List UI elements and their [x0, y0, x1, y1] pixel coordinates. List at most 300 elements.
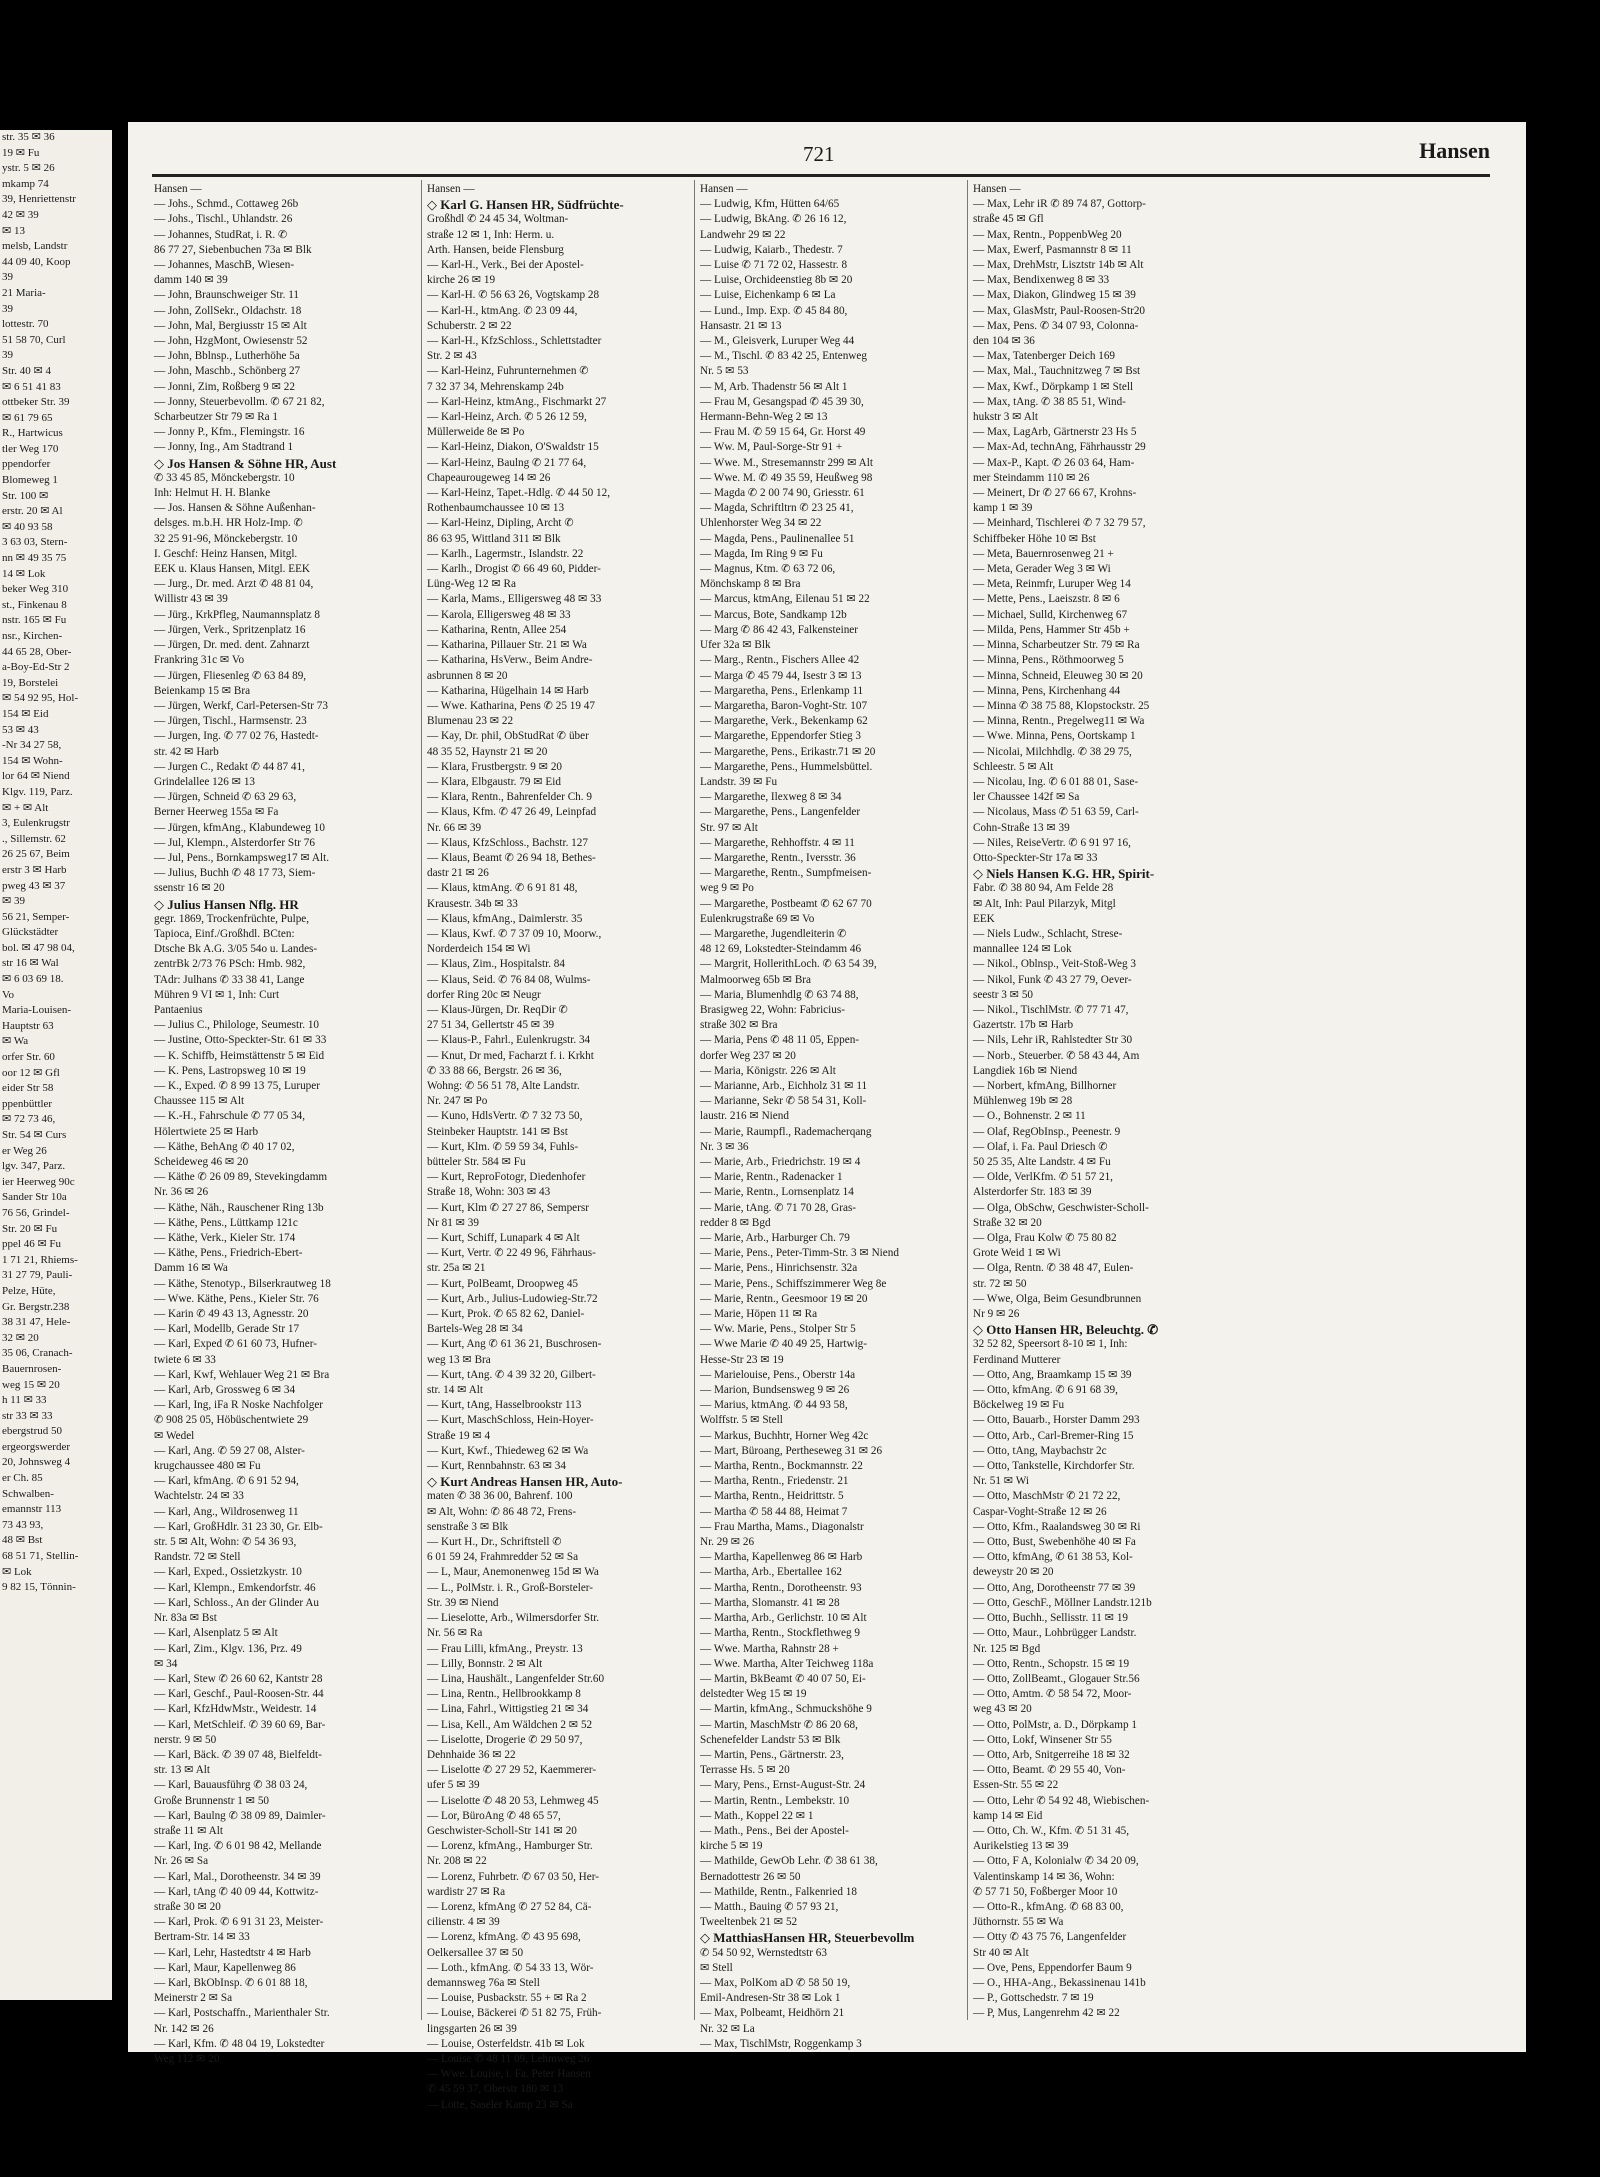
directory-entry-line: Große Brunnenstr 1 ✉ 50 [154, 1794, 270, 1807]
directory-entry-line: — Lisa, Kell., Am Wäldchen 2 ✉ 52 [427, 1718, 593, 1731]
directory-entry-line: zentrBk 2/73 76 PSch: Hmb. 982, [154, 958, 306, 971]
strip-line: pweg 43 ✉ 37 [2, 879, 66, 892]
directory-entry-line: — Marga ✆ 45 79 44, Isestr 3 ✉ 13 [700, 669, 862, 682]
directory-entry-line: — Otto, Arb., Carl-Bremer-Ring 15 [973, 1429, 1134, 1442]
directory-column-1 [154, 182, 422, 2065]
directory-entry-line: — Marcus, Bote, Sandkamp 12b [700, 608, 847, 621]
directory-entry-line: hukstr 3 ✉ Alt [973, 411, 1039, 424]
directory-entry-line: mannallee 124 ✉ Lok [973, 943, 1072, 956]
directory-entry-line: — Wwe. Martha, Alter Teichweg 118a [700, 1657, 874, 1670]
directory-entry-line: Terrasse Hs. 5 ✉ 20 [700, 1764, 790, 1777]
directory-entry-line: — Kurt, PolBeamt, Droopweg 45 [427, 1277, 579, 1290]
directory-entry-line: — Kurt, Prok. ✆ 65 82 62, Daniel- [427, 1308, 585, 1321]
directory-entry-line: — Karl, Exped ✆ 61 60 73, Hufner- [154, 1338, 317, 1351]
directory-entry-line: — Otto, tAng, Maybachstr 2c [973, 1444, 1107, 1457]
directory-entry-line: 48 12 69, Lokstedter-Steindamm 46 [700, 943, 862, 956]
directory-entry-line: — Margarethe, Postbeamt ✆ 62 67 70 [700, 897, 872, 910]
directory-entry-line: — Olga, Frau Kolw ✆ 75 80 82 [973, 1232, 1117, 1245]
directory-entry-line: Wohng: ✆ 56 51 78, Alte Landstr. [427, 1079, 580, 1092]
directory-entry-line: Mühren 9 VI ✉ 1, Inh: Curt [154, 988, 280, 1001]
directory-entry-line: — Norbert, kfmAng, Billhorner [973, 1079, 1117, 1092]
strip-line: oor 12 ✉ Gfl [2, 1066, 60, 1079]
directory-entry-line: 32 25 91-96, Mönckebergstr. 10 [154, 532, 298, 545]
directory-entry-line: — John, Bblnsp., Lutherhöhe 5a [154, 350, 300, 363]
directory-entry-line: — Nikol., Oblnsp., Veit-Stoß-Weg 3 [973, 958, 1136, 971]
directory-entry-line: — Lotte, Saseler Kamp 23 ✉ Sa [427, 2098, 573, 2111]
directory-entry-line: weg 13 ✉ Bra [427, 1353, 491, 1366]
strip-line: Klgv. 119, Parz. [2, 785, 73, 798]
directory-entry-line: — Max, Ewerf, Pasmannstr 8 ✉ 11 [973, 243, 1132, 256]
directory-entry-line: — Marie, Höpen 11 ✉ Ra [700, 1308, 818, 1321]
directory-entry-line: Meinerstr 2 ✉ Sa [154, 1992, 233, 2005]
directory-entry-line: — Kurt, Klm. ✆ 59 59 34, Fuhls- [427, 1140, 579, 1153]
strip-line: Hauptstr 63 [2, 1019, 54, 1032]
directory-entry-line: — Karl, Baulng ✆ 38 09 89, Daimler- [154, 1809, 326, 1822]
strip-line: ppendorfer [2, 458, 51, 471]
strip-line: 19, Borstelei [2, 676, 59, 689]
directory-entry-line: ✉ Stell [700, 1961, 733, 1974]
strip-line: ✉ 6 03 69 18. [2, 973, 64, 986]
directory-entry-line: laustr. 216 ✉ Niend [700, 1110, 789, 1123]
strip-line: 9 82 15, Tönnin- [2, 1581, 76, 1594]
directory-entry-line: Mönchskamp 8 ✉ Bra [700, 578, 801, 591]
directory-entry-line: deweystr 20 ✉ 20 [973, 1566, 1054, 1579]
directory-entry-line: str. 13 ✉ Alt [154, 1764, 210, 1777]
directory-entry-line: — Mary, Pens., Ernst-August-Str. 24 [700, 1779, 866, 1792]
directory-entry-line: — Kurt, Rennbahnstr. 63 ✉ 34 [427, 1460, 566, 1473]
directory-entry-line: Hansen — [427, 183, 475, 195]
directory-entry-line: — Margarethe, Rentn., Sumpfmeisen- [700, 867, 872, 880]
directory-entry-line: — Karl-H., Verk., Bei der Apostel- [427, 259, 584, 272]
directory-entry-line: — Katharina, Rentn, Allee 254 [427, 623, 567, 636]
directory-entry-line: Tweeltenbek 21 ✉ 52 [700, 1916, 798, 1929]
directory-entry-line: — Marie, Rentn., Lornsenplatz 14 [700, 1186, 854, 1199]
directory-entry-line: str. 14 ✉ Alt [427, 1384, 483, 1397]
directory-entry-line: — Margarethe, Pens., Erikastr.71 ✉ 20 [700, 745, 876, 758]
directory-entry-line: 6 01 59 24, Frahmredder 52 ✉ Sa [427, 1551, 579, 1564]
directory-entry-line: ✉ Alt, Inh: Paul Pilarzyk, Mitgl [973, 897, 1116, 910]
directory-entry-line: — Jürgen, Verk., Spritzenplatz 16 [154, 623, 306, 636]
directory-entry-line: — Wwe, Olga, Beim Gesundbrunnen [973, 1292, 1142, 1305]
strip-line: ergeorgswerder [2, 1440, 71, 1453]
directory-entry-line: — Max, Pens. ✆ 34 07 93, Colonna- [973, 319, 1139, 332]
directory-entry-line: — Karl, Lehr, Hastedtstr 4 ✉ Harb [154, 1946, 311, 1959]
directory-entry-line: — L., PolMstr. i. R., Groß-Borsteler- [427, 1581, 594, 1594]
directory-entry-line: — Kurt, MaschSchloss, Hein-Hoyer- [427, 1414, 594, 1427]
directory-entry-line: — Marius, ktmAng. ✆ 44 93 58, [700, 1399, 848, 1412]
directory-entry-line: Krausestr. 34b ✉ 33 [427, 897, 518, 910]
directory-entry-line: — Max, GlasMstr, Paul-Roosen-Str20 [973, 304, 1146, 317]
directory-entry-line: — Math., Pens., Bei der Apostel- [700, 1824, 849, 1837]
directory-entry-line: — Käthe ✆ 26 09 89, Stevekingdamm [154, 1171, 328, 1184]
directory-entry-line: — Wwe. M., Stresemannstr 299 ✉ Alt [700, 456, 873, 469]
directory-entry-line: — Otto, Kfm., Raalandsweg 30 ✉ Ri [973, 1520, 1141, 1533]
directory-entry-line: — Klaus, KfzSchloss., Bachstr. 127 [427, 836, 588, 849]
directory-entry-line: — John, HzgMont, Owiesenstr 52 [154, 335, 308, 348]
directory-entry-line: — John, Braunschweiger Str. 11 [154, 289, 300, 302]
directory-entry-line: — Margaretha, Pens., Erlenkamp 11 [700, 684, 864, 697]
directory-entry-line: ✉ Alt, Wohn: ✆ 86 48 72, Frens- [427, 1505, 577, 1518]
directory-entry-line: — Olaf, i. Fa. Paul Driesch ✆ [973, 1140, 1108, 1153]
directory-entry-line: — Karl-Heinz, ktmAng., Fischmarkt 27 [427, 395, 607, 408]
directory-entry-line: — Markus, Buchhtr, Horner Weg 42c [700, 1429, 869, 1442]
directory-entry-line: Grindelallee 126 ✉ 13 [154, 775, 256, 788]
directory-entry-line: — Max, Polbeamt, Heidhörn 21 [700, 2007, 845, 2020]
directory-entry-line: Nr. 51 ✉ Wi [973, 1475, 1029, 1488]
directory-entry-line: — Max, DrehMstr, Lisztstr 14b ✉ Alt [973, 259, 1144, 272]
directory-entry-line: — Marielouise, Pens., Oberstr 14a [700, 1368, 856, 1381]
directory-entry-line: straße 12 ✉ 1, Inh: Herm. u. [427, 228, 555, 241]
directory-entry-line: Böckelweg 19 ✉ Fu [973, 1399, 1065, 1412]
directory-entry-line: — Minna, Pens, Kirchenhang 44 [973, 684, 1121, 697]
directory-entry-line: — Martin, kfmAng., Schmuckshöhe 9 [700, 1703, 872, 1716]
directory-entry-line: — Karl, GroßHdlr. 31 23 30, Gr. Elb- [154, 1520, 323, 1533]
directory-entry-line: — Mathilde, Rentn., Falkenried 18 [700, 1885, 857, 1898]
directory-entry-line: straße 30 ✉ 20 [154, 1900, 221, 1913]
directory-entry-line: — Max, Tatenberger Deich 169 [973, 350, 1116, 363]
strip-line: a-Boy-Ed-Str 2 [2, 661, 70, 674]
directory-entry-line: — Otto, Maur., Lohbrügger Landstr. [973, 1627, 1137, 1640]
directory-entry-line: — Martin, Pens., Gärtnerstr. 23, [700, 1748, 844, 1761]
directory-entry-line: — Otto, Lehr ✆ 54 92 48, Wiebischen- [973, 1794, 1150, 1807]
directory-entry-line: — Olaf, RegObInsp., Peenestr. 9 [973, 1125, 1121, 1138]
directory-entry-line: Grote Weid 1 ✉ Wi [973, 1247, 1061, 1260]
directory-entry-line: — Otto, Ang, Dorotheenstr 77 ✉ 39 [973, 1581, 1136, 1594]
directory-entry-line: Hansen — [700, 183, 748, 195]
directory-entry-line: — Max, Bendixenweg 8 ✉ 33 [973, 274, 1110, 287]
directory-entry-line: — Wwe Marie ✆ 40 49 25, Hartwig- [700, 1338, 867, 1351]
directory-entry-line: ler Chaussee 142f ✉ Sa [973, 791, 1080, 804]
directory-entry-line: — Kuno, HdlsVertr. ✆ 7 32 73 50, [427, 1110, 583, 1123]
directory-entry-line: — Michael, Sulld, Kirchenweg 67 [973, 608, 1128, 621]
directory-entry-line: — Kurt, Ang ✆ 61 36 21, Buschrosen- [427, 1338, 602, 1351]
strip-line: -Nr 34 27 58, [2, 739, 62, 752]
directory-entry-line: — Karl, Prok. ✆ 6 91 31 23, Meister- [154, 1916, 324, 1929]
directory-entry-line: — Martha, Rentn., Dorotheenstr. 93 [700, 1581, 862, 1594]
strip-line: str. 35 ✉ 36 [2, 131, 55, 143]
directory-entry-line: — Louise ✆ 48 11 09, Lehmweg 26 [427, 2052, 590, 2065]
strip-line: 44 09 40, Koop [2, 255, 71, 268]
directory-entry-line: Randstr. 72 ✉ Stell [154, 1551, 241, 1564]
directory-entry-line: — Jürgen, Schneid ✆ 63 29 63, [154, 791, 297, 804]
directory-entry-line: — Karl, Kwf, Wehlauer Weg 21 ✉ Bra [154, 1368, 330, 1381]
directory-entry-line: 27 51 34, Gellertstr 45 ✉ 39 [427, 1019, 555, 1032]
directory-entry-line: — Louise, Osterfeldstr. 41b ✉ Lok [427, 2037, 585, 2050]
directory-entry-line: — Marie, Rentn., Geesmoor 19 ✉ 20 [700, 1292, 868, 1305]
directory-entry-line: — Wwe. Käthe, Pens., Kieler Str. 76 [154, 1292, 319, 1305]
directory-entry-line: — Jürgen, kfmAng., Klabundeweg 10 [154, 821, 325, 834]
strip-line: erstr. 20 ✉ Al [2, 505, 63, 518]
directory-entry-line: Nr. 3 ✉ 36 [700, 1140, 749, 1153]
directory-entry-line: — Max, LagArb, Gärtnerstr 23 Hs 5 [973, 426, 1137, 439]
strip-line: 39 [2, 349, 13, 362]
directory-entry-line: — Wwe. Louise, i. Fa. Peter Hansen [427, 2068, 591, 2081]
directory-entry-line: Damm 16 ✉ Wa [154, 1262, 228, 1275]
directory-entry-line: — Johs., Schmd., Cottaweg 26b [154, 198, 299, 211]
directory-entry-line: Straße 19 ✉ 4 [427, 1429, 491, 1442]
directory-entry-line: weg 9 ✉ Po [700, 882, 754, 895]
directory-entry-line: mer Steindamm 110 ✉ 26 [973, 471, 1090, 484]
directory-entry-line: — L, Maur, Anemonenweg 15d ✉ Wa [427, 1566, 599, 1579]
directory-entry-line: — Martha, Slomanstr. 41 ✉ 28 [700, 1596, 840, 1609]
directory-entry-line: — Nils, Lehr iR, Rahlstedter Str 30 [973, 1034, 1133, 1047]
strip-line: ✉ 72 73 46, [2, 1113, 56, 1126]
directory-entry-line: — Magda, Schriftltrn ✆ 23 25 41, [700, 502, 854, 515]
strip-line: ✉ 61 79 65 [2, 411, 53, 424]
strip-line: ier Heerweg 90c [2, 1175, 75, 1188]
directory-entry-line: — Jurgen C., Redakt ✆ 44 87 41, [154, 760, 305, 773]
directory-entry-line: — Jonny, Steuerbevollm. ✆ 67 21 82, [154, 395, 325, 408]
directory-entry-line: — Max, Rentn., PoppenbWeg 20 [973, 228, 1122, 241]
directory-entry-line: Langdiek 16b ✉ Niend [973, 1064, 1078, 1077]
directory-entry-line: — Julius, Buchh ✆ 48 17 73, Siem- [154, 867, 316, 880]
directory-entry-line: Bernadottestr 26 ✉ 50 [700, 1870, 801, 1883]
directory-entry-line: — Karl, Ang. ✆ 59 27 08, Alster- [154, 1444, 305, 1457]
directory-entry-line: — Katharina, HsVerw., Beim Andre- [427, 654, 593, 667]
directory-entry-line: Nr. 66 ✉ 39 [427, 821, 482, 834]
directory-entry-line: — Lorenz, kfmAng ✆ 27 52 84, Cä- [427, 1900, 592, 1913]
directory-entry-line: — K. Pens, Lastropsweg 10 ✉ 19 [154, 1064, 306, 1077]
directory-entry-line: — Kurt, Arb., Julius-Ludowieg-Str.72 [427, 1292, 598, 1305]
directory-entry-line: — Karl-Heinz, Baulng ✆ 21 77 64, [427, 456, 587, 469]
directory-entry-line: — Kurt, Schiff, Lunapark 4 ✉ Alt [427, 1232, 580, 1245]
directory-entry-line: — Karl, Mal., Dorotheenstr. 34 ✉ 39 [154, 1870, 321, 1883]
directory-entry-line: — Klaus, Zim., Hospitalstr. 84 [427, 958, 565, 971]
strip-line: 38 31 47, Hele- [2, 1316, 71, 1329]
directory-entry-line: — Nikol, Funk ✆ 43 27 79, Oever- [973, 973, 1132, 986]
directory-entry-line: — Marie, tAng. ✆ 71 70 28, Gras- [700, 1201, 857, 1214]
directory-entry-line: str. 72 ✉ 50 [973, 1277, 1027, 1290]
directory-entry-line: — Meinert, Dr ✆ 27 66 67, Krohns- [973, 487, 1137, 500]
directory-entry-line: — Klara, Frustbergstr. 9 ✉ 20 [427, 760, 563, 773]
directory-entry-line: Hansen — [973, 183, 1021, 195]
directory-entry-line: — Johannes, StudRat, i. R. ✆ [154, 228, 288, 241]
directory-entry-line: — M., Tischl. ✆ 83 42 25, Entenweg [700, 350, 867, 363]
directory-entry-line: str. 5 ✉ Alt, Wohn: ✆ 54 36 93, [154, 1536, 297, 1549]
directory-entry-line: — Karl, Ing, iFa R Noske Nachfolger [154, 1399, 324, 1412]
directory-entry-line: Alsterdorfer Str. 183 ✉ 39 [973, 1186, 1092, 1199]
directory-column-3 [700, 182, 968, 2050]
directory-entry-line: Brasigweg 22, Wohn: Fabricius- [700, 1003, 845, 1016]
directory-entry-line: 7 32 37 34, Mehrenskamp 24b [427, 380, 564, 393]
strip-line: ebergstrud 50 [2, 1425, 62, 1438]
directory-entry-line: kirche 5 ✉ 19 [700, 1840, 763, 1853]
directory-entry-line: — Otto, Bust, Swebenhöhe 40 ✉ Fa [973, 1536, 1136, 1549]
directory-entry-line: — P., Gottschedstr. 7 ✉ 19 [973, 1992, 1094, 2005]
directory-entry-line: Nr 9 ✉ 26 [973, 1308, 1020, 1321]
directory-entry-line: 86 63 95, Wittland 311 ✉ Blk [427, 532, 561, 545]
strip-line: ✉ 39 [2, 895, 25, 908]
directory-entry-line: — Otto, ZollBeamt., Glogauer Str.56 [973, 1672, 1140, 1685]
directory-entry-line: — Lund., Imp. Exp. ✆ 45 84 80, [700, 304, 848, 317]
directory-entry-line: — Nicolai, Milchhdlg. ✆ 38 29 75, [973, 745, 1132, 758]
directory-entry-line: wardistr 27 ✉ Ra [427, 1885, 506, 1898]
directory-entry-line: — Karl-H. ✆ 56 63 26, Vogtskamp 28 [427, 289, 600, 302]
directory-entry-line: — Margarethe, Verk., Bekenkamp 62 [700, 715, 868, 728]
directory-entry-line: Weg 112 ✉ 20 [154, 2052, 220, 2065]
strip-line: 14 ✉ Lok [2, 567, 46, 580]
directory-entry-line: — Margarethe, Jugendleiterin ✆ [700, 927, 847, 940]
directory-entry-line: TAdr: Julhans ✆ 33 38 41, Lange [154, 973, 305, 986]
directory-entry-line: straße 11 ✉ Alt [154, 1824, 223, 1837]
directory-entry-line: — Karl-Heinz, Fuhrunternehmen ✆ [427, 365, 589, 378]
directory-entry-line: — Otto, PolMstr, a. D., Dörpkamp 1 [973, 1718, 1137, 1731]
directory-entry-line: — Klaus, ktmAng. ✆ 6 91 81 48, [427, 882, 578, 895]
strip-line: 20, Johnsweg 4 [2, 1456, 71, 1469]
directory-entry-line: Str. 97 ✉ Alt [700, 821, 758, 834]
strip-line: ystr. 5 ✉ 26 [2, 162, 55, 175]
directory-entry-line: — Otto, F A, Kolonialw ✆ 34 20 09, [973, 1855, 1139, 1868]
directory-entry-line: — Jonni, Zim, Roßberg 9 ✉ 22 [154, 380, 295, 393]
directory-entry-line: str. 42 ✉ Harb [154, 745, 219, 758]
strip-line: ppenbüttler [2, 1097, 53, 1110]
directory-entry-line: Jüthornstr. 55 ✉ Wa [973, 1916, 1064, 1929]
directory-entry-line: — Norb., Steuerber. ✆ 58 43 44, Am [973, 1049, 1140, 1062]
directory-entry-line: gegr. 1869, Trockenfrüchte, Pulpe, [154, 912, 310, 925]
directory-entry-line: — Meta, Gerader Weg 3 ✉ Wi [973, 563, 1111, 576]
directory-entry-line: — Kurt, ReproFotogr, Diedenhofer [427, 1171, 586, 1184]
directory-entry-line: dastr 21 ✉ 26 [427, 867, 489, 880]
directory-entry-line: — Karl-Heinz, Dipling, Archt ✆ [427, 517, 574, 530]
directory-entry-line: — Niles, ReiseVertr. ✆ 6 91 97 16, [973, 836, 1131, 849]
strip-line: Gr. Bergstr.238 [2, 1300, 70, 1313]
directory-entry-line: — Liselotte, Drogerie ✆ 29 50 97, [427, 1733, 583, 1746]
directory-entry-line: — Klaus, kfmAng., Daimlerstr. 35 [427, 912, 583, 925]
strip-line: Vo [2, 988, 15, 1001]
strip-line: R., Hartwicus [2, 427, 63, 440]
directory-entry-line: — Maria, Pens ✆ 48 11 05, Eppen- [700, 1034, 860, 1047]
directory-entry-line: 48 35 52, Haynstr 21 ✉ 20 [427, 745, 548, 758]
directory-entry-line: — Karin ✆ 49 43 13, Agnesstr. 20 [154, 1308, 309, 1321]
directory-entry-line: — Karl, Arb, Grossweg 6 ✉ 34 [154, 1384, 296, 1397]
directory-entry-line: — Meta, Bauernrosenweg 21 + [973, 547, 1114, 560]
directory-entry-line: — Otto, MaschMstr ✆ 21 72 22, [973, 1490, 1121, 1503]
strip-line: 73 43 93, [2, 1518, 44, 1531]
directory-entry-line: — Max, tAng. ✆ 38 85 51, Wind- [973, 395, 1126, 408]
directory-entry-line: — Karla, Mams., Elligersweg 48 ✉ 33 [427, 593, 602, 606]
directory-entry-line: Eulenkrugstraße 69 ✉ Vo [700, 912, 815, 925]
directory-entry-line: Norderdeich 154 ✉ Wi [427, 943, 531, 956]
directory-entry-line: ufer 5 ✉ 39 [427, 1779, 480, 1792]
strip-line: ✉ Lok [2, 1565, 32, 1578]
directory-entry-line: — Margarethe, Pens., Langenfelder [700, 806, 861, 819]
strip-line: ., Sillemstr. 62 [2, 832, 66, 845]
directory-entry-line: — Max-Ad, technAng, Fährhausstr 29 [973, 441, 1146, 454]
directory-entry-line: — Maria, Königstr. 226 ✉ Alt [700, 1064, 836, 1077]
directory-entry-line: — Lieselotte, Arb., Wilmersdorfer Str. [427, 1612, 600, 1625]
directory-entry-line: ◇ MatthiasHansen HR, Steuerbevollm [700, 1930, 915, 1946]
directory-entry-line: — Klaus, Kfm. ✆ 47 26 49, Leinpfad [427, 806, 597, 819]
page-number: 721 [803, 142, 835, 166]
directory-entry-line: — Max, Diakon, Glindweg 15 ✉ 39 [973, 289, 1136, 302]
directory-entry-line: — Martha, Arb., Ebertallee 162 [700, 1566, 842, 1579]
directory-entry-line: — Wwe. Minna, Pens, Oortskamp 1 [973, 730, 1136, 743]
directory-entry-line: — Lina, Rentn., Hellbrookkamp 8 [427, 1688, 581, 1701]
directory-entry-line: — Marie, Arb., Friedrichstr. 19 ✉ 4 [700, 1156, 861, 1168]
directory-entry-line: — Louise, Pusbackstr. 55 + ✉ Ra 2 [427, 1992, 587, 2005]
directory-entry-line: — Mathilde, GewOb Lehr. ✆ 38 61 38, [700, 1855, 878, 1868]
directory-entry-line: — Niels Ludw., Schlacht, Strese- [973, 927, 1123, 940]
directory-entry-line: I. Geschf: Heinz Hansen, Mitgl. [154, 547, 298, 560]
strip-line: erstr 3 ✉ Harb [2, 863, 67, 876]
directory-entry-line: Nr. 32 ✉ La [700, 2022, 755, 2035]
directory-entry-line: — Karl-H., ktmAng. ✆ 23 09 44, [427, 304, 578, 317]
strip-line: nsr., Kirchen- [2, 630, 63, 642]
directory-entry-line: — Luise ✆ 71 72 02, Hassestr. 8 [700, 259, 848, 272]
directory-entry-line: — John, ZollSekr., Oldachstr. 18 [154, 304, 302, 317]
directory-entry-line: — Käthe, Pens., Friedrich-Ebert- [154, 1247, 303, 1260]
directory-entry-line: — Karlh., Lagermstr., Islandstr. 22 [427, 547, 584, 560]
directory-entry-line: Inh: Helmut H. H. Blanke [154, 487, 271, 500]
directory-entry-line: — Marie, Pens., Hinrichsenstr. 32a [700, 1262, 858, 1275]
strip-line: bol. ✉ 47 98 04, [2, 941, 75, 954]
directory-entry-line: Nr. 125 ✉ Bgd [973, 1642, 1041, 1655]
strip-line: 19 ✉ Fu [2, 146, 40, 159]
directory-entry-line: — Karl, Maur, Kapellenweg 86 [154, 1961, 296, 1974]
directory-entry-line: ◇ Karl G. Hansen HR, Südfrüchte- [427, 197, 624, 213]
directory-entry-line: — Otto, Ch. W., Kfm. ✆ 51 31 45, [973, 1824, 1130, 1837]
directory-entry-line: — Jos. Hansen & Söhne Außenhan- [154, 502, 316, 515]
directory-entry-line: ◇ Julius Hansen Nflg. HR [154, 896, 299, 912]
strip-line: 51 58 70, Curl [2, 333, 66, 346]
directory-entry-line: — Karl, MetSchleif. ✆ 39 60 69, Bar- [154, 1718, 326, 1731]
directory-entry-line: EEK u. Klaus Hansen, Mitgl. EEK [154, 563, 310, 576]
strip-line: beker Weg 310 [2, 583, 69, 596]
adjacent-page-strip [0, 130, 112, 2000]
directory-entry-line: — Marianne, Sekr ✆ 58 54 31, Koll- [700, 1095, 867, 1108]
directory-entry-line: — Martin, Rentn., Lembekstr. 10 [700, 1794, 850, 1807]
directory-entry-line: — Max, Lehr iR ✆ 89 74 87, Gottorp- [973, 198, 1146, 211]
directory-entry-line: — Jul, Pens., Bornkampsweg17 ✉ Alt. [154, 851, 330, 864]
directory-entry-line: — Klaus-P., Fahrl., Eulenkrugstr. 34 [427, 1034, 591, 1047]
directory-entry-line: — Julius C., Philologe, Seumestr. 10 [154, 1019, 320, 1032]
directory-entry-line: — Karl, tAng ✆ 40 09 44, Kottwitz- [154, 1885, 319, 1898]
directory-entry-line: Scheideweg 46 ✉ 20 [154, 1156, 249, 1168]
directory-entry-line: — Karl-Heinz, Tapet.-Hdlg. ✆ 44 50 12, [427, 487, 610, 500]
directory-entry-line: kamp 14 ✉ Eid [973, 1809, 1043, 1822]
strip-line: lottestr. 70 [2, 318, 49, 331]
directory-entry-line: Str 40 ✉ Alt [973, 1946, 1029, 1959]
directory-entry-line: Str. 2 ✉ 43 [427, 350, 477, 363]
directory-entry-line: — Marg., Rentn., Fischers Allee 42 [700, 654, 860, 667]
directory-entry-line: Straße 32 ✉ 20 [973, 1216, 1042, 1229]
directory-entry-line: — Marie, Pens., Peter-Timm-Str. 3 ✉ Niend [700, 1247, 899, 1260]
directory-entry-line: — Margarethe, Rehhoffstr. 4 ✉ 11 [700, 836, 855, 849]
directory-entry-line: — Nicolaus, Mass ✆ 51 63 59, Carl- [973, 806, 1139, 819]
directory-entry-line: — Kurt, Kwf., Thiedeweg 62 ✉ Wa [427, 1444, 589, 1457]
strip-line: 32 ✉ 20 [2, 1331, 39, 1344]
strip-line: Glückstädter [2, 926, 59, 939]
directory-entry-line: — Karl, Postschaffn., Marienthaler Str. [154, 2007, 330, 2020]
directory-entry-line: — Margarethe, Pens., Hummelsbüttel. [700, 760, 873, 773]
strip-line: 68 51 71, Stellin- [2, 1550, 79, 1563]
directory-entry-line: Uhlenhorster Weg 34 ✉ 22 [700, 517, 822, 530]
directory-entry-line: — Jonny, Ing., Am Stadtrand 1 [154, 441, 294, 454]
directory-entry-line: — John, Maschb., Schönberg 27 [154, 365, 301, 378]
strip-line: 39, Henriettenstr [2, 193, 76, 206]
directory-entry-line: — Otty ✆ 43 75 76, Langenfelder [973, 1931, 1127, 1944]
directory-entry-line: — Lorenz, kfmAng., Hamburger Str. [427, 1840, 593, 1853]
directory-entry-line: — Käthe, Verk., Kieler Str. 174 [154, 1232, 296, 1245]
directory-entry-line: — Martha, Arb., Gerlichstr. 10 ✉ Alt [700, 1612, 867, 1625]
directory-entry-line: — Martin, MaschMstr ✆ 86 20 68, [700, 1718, 858, 1731]
directory-entry-line: — Klara, Rentn., Bahrenfelder Ch. 9 [427, 791, 592, 804]
directory-entry-line: — Otto, Beamt. ✆ 29 55 40, Von- [973, 1764, 1126, 1777]
directory-entry-line: Nr. 208 ✉ 22 [427, 1855, 487, 1868]
strip-line: er Ch. 85 [2, 1472, 43, 1485]
directory-entry-line: — Kurt H., Dr., Schriftstell ✆ [427, 1536, 562, 1549]
directory-entry-line: — Martha, Rentn., Bockmannstr. 22 [700, 1460, 863, 1473]
